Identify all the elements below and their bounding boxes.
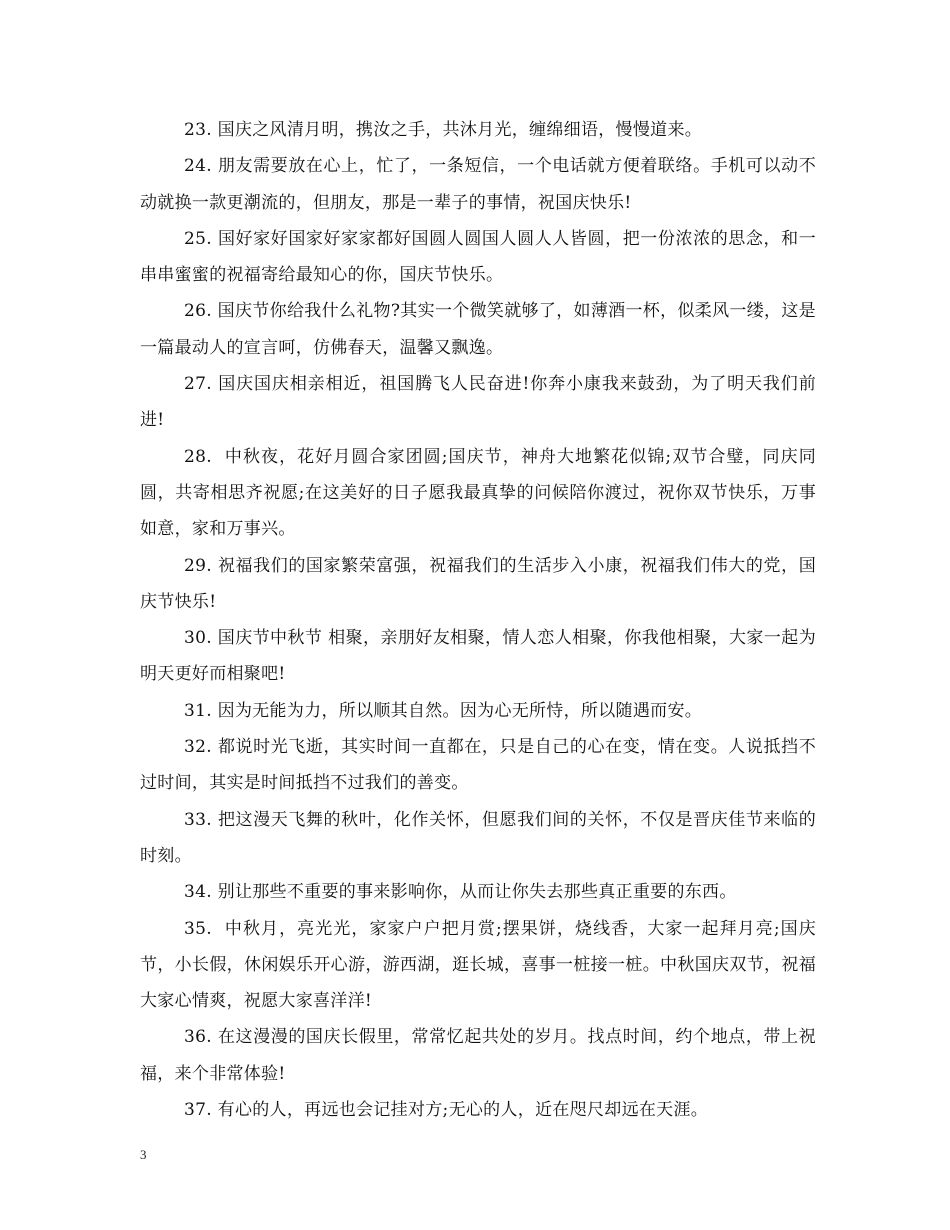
paragraph-31: 31. 因为无能为力，所以顺其自然。因为心无所恃，所以随遇而安。 — [184, 700, 703, 721]
paragraph-24: 24. 朋友需要放在心上，忙了，一条短信，一个电话就方便着联络。手机可以动不动就换一款更潮流的，但朋友，那是一辈子的事情，祝国庆快乐! — [140, 156, 816, 213]
paragraph-32: 32. 都说时光飞逝，其实时间一直都在，只是自己的心在变，情在变。人说抵挡不过时间，其实是时间抵挡不过我们的善变。 — [140, 737, 816, 794]
paragraph-23: 23. 国庆之风清月明，携汝之手，共沐月光，缠绵细语，慢慢道来。 — [184, 120, 703, 140]
document-body — [140, 112, 816, 1128]
paragraph-29: 29. 祝福我们的国家繁荣富强，祝福我们的生活步入小康，祝福我们伟大的党，国庆节快乐! — [140, 555, 816, 612]
paragraph-33: 33. 把这漫天飞舞的秋叶，化作关怀，但愿我们间的关怀，不仅是晋庆佳节来临的时刻。 — [140, 809, 816, 866]
paragraph-37: 37. 有心的人，再远也会记挂对方;无心的人，近在咫尺却远在天涯。 — [184, 1100, 709, 1121]
paragraph-30: 30. 国庆节中秋节 相聚，亲朋好友相聚，情人恋人相聚，你我他相聚，大家一起为明天更好而相聚吧! — [140, 628, 816, 685]
paragraph-27: 27. 国庆国庆相亲相近，祖国腾飞人民奋进!你奔小康我来鼓劲，为了明天我们前进! — [140, 374, 816, 431]
paragraph-25: 25. 国好家好国家好家家都好国圆人圆国人圆人人皆圆，把一份浓浓的思念，和一串串蜜蜜的祝福寄给最知心的你，国庆节快乐。 — [140, 228, 816, 286]
paragraph-28: 28. 中秋夜，花好月圆合家团圆;国庆节，神舟大地繁花似锦;双节合璧，同庆同圆，共寄相思齐祝愿;在这美好的日子愿我最真挚的问候陪你渡过，祝你双节快乐，万事如意，家和万事兴。 — [140, 446, 816, 540]
paragraph-36: 36. 在这漫漫的国庆长假里，常常忆起共处的岁月。找点时间，约个地点，带上祝福，来个非常体验! — [140, 1027, 816, 1084]
page-number: 3 — [140, 1147, 147, 1162]
paragraph-35: 35. 中秋月，亮光光，家家户户把月赏;摆果饼，烧线香，大家一起拜月亮;国庆节，小长假，休闲娱乐开心游，游西湖，逛长城，喜事一桩接一桩。中秋国庆双节，祝福大家心情爽，祝愿大家喜洋洋! — [140, 918, 816, 1012]
paragraph-26: 26. 国庆节你给我什么礼物?其实一个微笑就够了，如薄酒一杯，似柔风一缕，这是一篇最动人的宣言呵，仿佛春天，温馨又飘逸。 — [140, 301, 816, 358]
paragraph-34: 34. 别让那些不重要的事来影响你，从而让你失去那些真正重要的东西。 — [184, 882, 737, 903]
